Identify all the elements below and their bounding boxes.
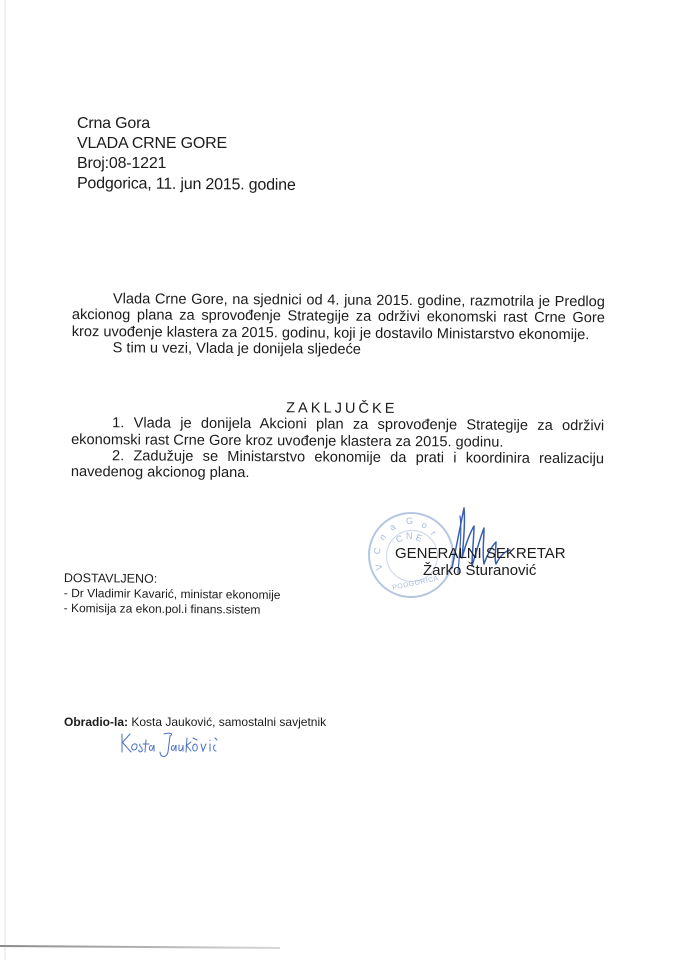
signatory-name: Žarko Šturanović [423,562,537,579]
prepared-by-label: Obradio-la: [64,715,129,729]
stamp-letter: r [428,528,439,538]
prepared-by-value: Kosta Jauković, samostalni savjetnik [131,715,327,729]
reference-number: Broj:08-1221 [77,155,167,172]
stamp-letter: E [414,532,424,544]
conclusion-item-1: 1. Vlada je donijela Akcioni plan za sprovođenje Strategije za održivi ekonomski rast Crne Gore kroz uvođenje klastera za 2015. godinu. [71,415,605,451]
signatory-title: GENERALNI SEKRETAR [395,545,566,562]
conclusion-item-2: 2. Zadužuje se Ministarstvo ekonomije da prati i koordinira realizaciju navedenog akcionog plana. [70,448,605,482]
prepared-by [64,715,326,729]
intro-paragraph: Vlada Crne Gore, na sjednici od 4. juna 2015. godine, razmotrila je Predlog akcionog plana za sprovođenje Strategije za održivi ekonomski rast Crne Gore kroz uvođenje klastera za 2015. godinu, koji je dostavilo Ministarstvo ekonomije. [71,291,605,343]
stamp-letter: N [406,531,413,541]
distribution-title: DOSTAVLJENO: [63,571,158,586]
signature-block [395,545,566,579]
handwritten-name-icon [118,728,228,760]
distribution-recipient: - Dr Vladimir Kavarić, ministar ekonomije [63,585,281,602]
stamp-letter: C [371,546,383,556]
institution-line: VLADA CRNE GORE [77,135,227,152]
distribution-list [64,571,281,618]
scan-artifact-line [0,945,280,949]
stamp-letter: o [419,519,430,531]
country-line: Crna Gora [77,115,150,132]
stamp-letter: a [387,521,398,533]
stamp-letter: V [373,563,385,571]
stamp-bottom-text: PODGORICA [391,575,440,592]
stamp-letter: n [377,531,388,543]
conclusions-heading: ZAKLJUČKE [286,400,398,418]
document-body [71,291,605,484]
document-header [77,114,296,194]
decision-intro: S tim u vezi, Vlada je donijela sljedeće [112,340,361,358]
stamp-letter: G [406,516,414,526]
place-date: Podgorica, 11. jun 2015. godine [76,175,296,194]
distribution-recipient: - Komisija za ekon.pol.i finans.sistem [63,600,261,617]
stamp-letter: C [394,533,405,545]
page-edge [4,0,6,960]
